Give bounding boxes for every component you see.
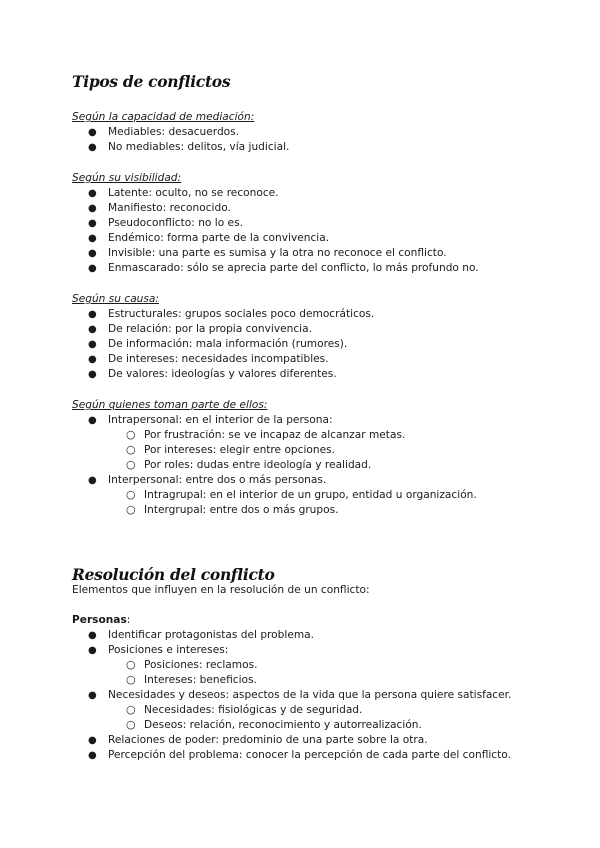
hollow-bullet-icon: ○	[126, 673, 136, 686]
bullet-icon: ●	[88, 263, 97, 274]
sub-list-item: Intereses: beneficios.	[144, 674, 257, 686]
sub-list-item: Necesidades: fisiológicas y de seguridad.	[144, 704, 363, 716]
bullet-icon: ●	[88, 690, 97, 701]
sub-list-item: Deseos: relación, reconocimiento y autorrealización.	[144, 719, 422, 731]
list-item: No mediables: delitos, vía judicial.	[108, 141, 290, 153]
hollow-bullet-icon: ○	[126, 658, 136, 671]
list-item: Necesidades y deseos: aspectos de la vida que la persona quiere satisfacer.	[108, 689, 512, 701]
bullet-icon: ●	[88, 354, 97, 365]
bullet-icon: ●	[88, 630, 97, 641]
group-heading-mediacion: Según la capacidad de mediación:	[72, 111, 255, 123]
bullet-icon: ●	[88, 218, 97, 229]
bullet-icon: ●	[88, 645, 97, 656]
list-item: Manifiesto: reconocido.	[108, 202, 231, 214]
bullet-icon: ●	[88, 339, 97, 350]
section-title-tipos: Tipos de conflictos	[72, 72, 231, 91]
hollow-bullet-icon: ○	[126, 703, 136, 716]
sub-list-item: Por roles: dudas entre ideología y realidad.	[144, 459, 372, 471]
section-title-resolucion: Resolución del conflicto	[72, 565, 275, 584]
bullet-icon: ●	[88, 188, 97, 199]
sub-list-item: Posiciones: reclamos.	[144, 659, 258, 671]
list-item: Percepción del problema: conocer la percepción de cada parte del conflicto.	[108, 749, 511, 761]
sub-list-item: Intergrupal: entre dos o más grupos.	[144, 504, 339, 516]
hollow-bullet-icon: ○	[126, 488, 136, 501]
hollow-bullet-icon: ○	[126, 503, 136, 516]
list-item: De información: mala información (rumores).	[108, 338, 348, 350]
hollow-bullet-icon: ○	[126, 443, 136, 456]
bullet-icon: ●	[88, 369, 97, 380]
bullet-icon: ●	[88, 142, 97, 153]
list-item: Estructurales: grupos sociales poco democráticos.	[108, 308, 375, 320]
list-item: Endémico: forma parte de la convivencia.	[108, 232, 330, 244]
list-item: Enmascarado: sólo se aprecia parte del conflicto, lo más profundo no.	[108, 262, 479, 274]
sub-list-item: Por intereses: elegir entre opciones.	[144, 444, 336, 456]
section-intro: Elementos que influyen en la resolución de un conflicto:	[72, 584, 370, 596]
list-item: De valores: ideologías y valores diferentes.	[108, 368, 337, 380]
bullet-icon: ●	[88, 415, 97, 426]
list-item: Interpersonal: entre dos o más personas.	[108, 474, 327, 486]
bullet-icon: ●	[88, 248, 97, 259]
hollow-bullet-icon: ○	[126, 458, 136, 471]
list-item: Pseudoconflicto: no lo es.	[108, 217, 243, 229]
bullet-icon: ●	[88, 475, 97, 486]
list-item: Mediables: desacuerdos.	[108, 126, 240, 138]
bullet-icon: ●	[88, 324, 97, 335]
bullet-icon: ●	[88, 203, 97, 214]
bullet-icon: ●	[88, 735, 97, 746]
list-item: Relaciones de poder: predominio de una parte sobre la otra.	[108, 734, 428, 746]
hollow-bullet-icon: ○	[126, 718, 136, 731]
bullet-icon: ●	[88, 233, 97, 244]
list-item: Identificar protagonistas del problema.	[108, 629, 315, 641]
list-item: Invisible: una parte es sumisa y la otra no reconoce el conflicto.	[108, 247, 447, 259]
list-item: Latente: oculto, no se reconoce.	[108, 187, 279, 199]
list-item: Posiciones e intereses:	[108, 644, 229, 656]
bullet-icon: ●	[88, 127, 97, 138]
bullet-icon: ●	[88, 309, 97, 320]
sub-list-item: Intragrupal: en el interior de un grupo, entidad u organización.	[144, 489, 477, 501]
sub-list-item: Por frustración: se ve incapaz de alcanzar metas.	[144, 429, 406, 441]
bullet-icon: ●	[88, 750, 97, 761]
hollow-bullet-icon: ○	[126, 428, 136, 441]
group-heading-quienes: Según quienes toman parte de ellos:	[72, 399, 268, 411]
group-heading-visibilidad: Según su visibilidad:	[72, 172, 182, 184]
group-heading-causa: Según su causa:	[72, 293, 159, 305]
list-item: De intereses: necesidades incompatibles.	[108, 353, 329, 365]
personas-colon: :	[126, 614, 131, 626]
list-item: De relación: por la propia convivencia.	[108, 323, 312, 335]
list-item: Intrapersonal: en el interior de la persona:	[108, 414, 333, 426]
personas-heading	[72, 614, 130, 626]
personas-label: Personas	[72, 614, 127, 626]
